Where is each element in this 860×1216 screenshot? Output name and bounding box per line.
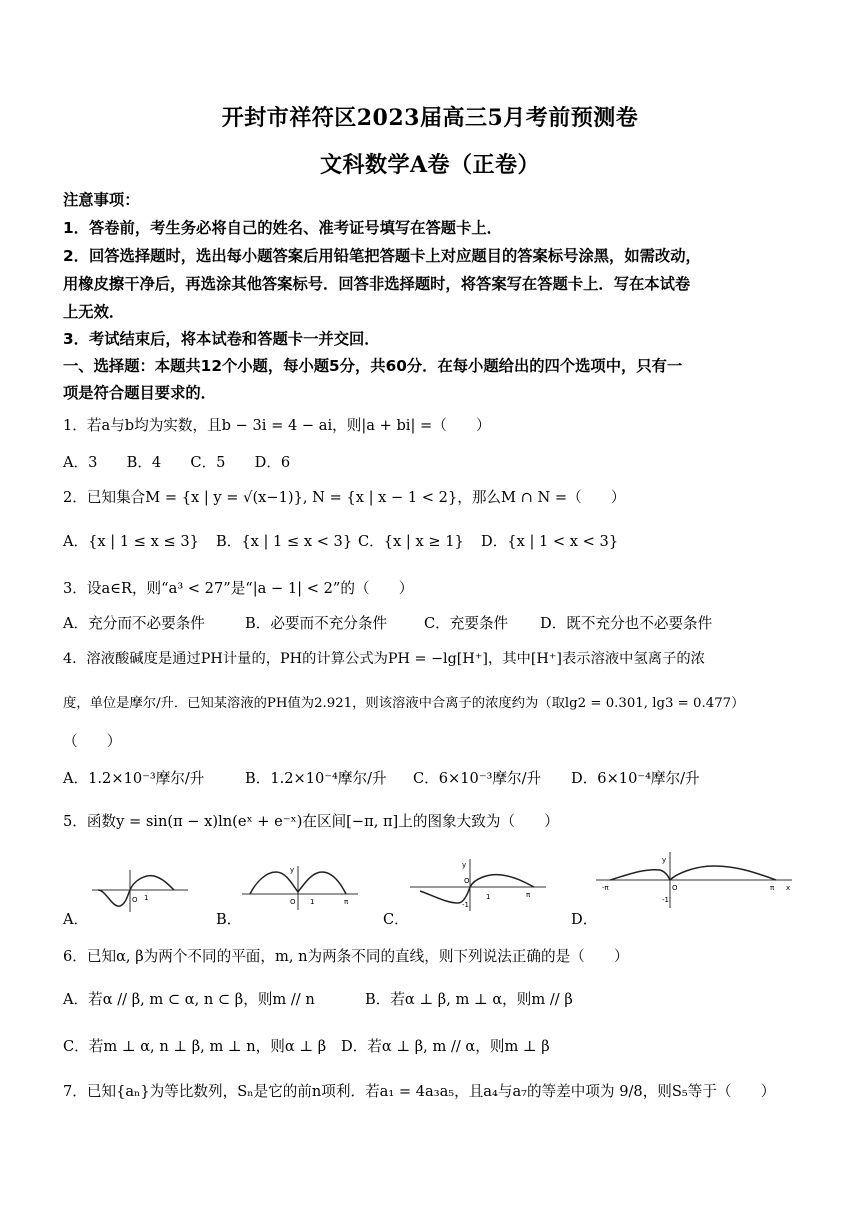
notice-item-2-line-3: 上无效． [63,303,125,321]
graph-b-label-pi: π [344,898,349,906]
graph-b-label-one: 1 [310,898,315,906]
graph-d-label-neg-one: -1 [662,896,669,904]
question-4-choice-d: D．6×10⁻⁴摩尔/升 [571,770,700,787]
question-2-stem: 2．已知集合M = {x | y = √(x−1)}, N = {x | x − 1 < 2}，那么M ∩ N =（ ） [63,489,626,506]
question-1-choices: A．3 B．4 C．5 D．6 [63,454,291,471]
question-3-choice-c: C．充要条件 [424,615,509,632]
question-6-stem: 6．已知α, β为两个不同的平面，m, n为两条不同的直线，则下列说法正确的是（ ） [63,948,629,965]
question-2-choice-a: A．{x | 1 ≤ x ≤ 3} [63,533,199,550]
question-4-choice-c: C．6×10⁻³摩尔/升 [413,770,542,787]
question-2-choice-b: B．{x | 1 ≤ x < 3} [216,533,353,550]
graph-d-label-pi: π [770,884,775,892]
question-4-choice-b: B．1.2×10⁻⁴摩尔/升 [245,770,387,787]
graph-choice-d [594,850,794,912]
question-6-choice-a: A．若α // β, m ⊂ α, n ⊂ β，则m // n [63,991,315,1008]
question-4-line-3: （ ） [63,733,122,750]
graph-c-label-pi: π [526,891,531,899]
question-6-choice-c: C．若m ⊥ α, n ⊥ β, m ⊥ n，则α ⊥ β [63,1038,327,1055]
graph-b-label-y: y [290,866,295,874]
notice-item-2-line-2: 用橡皮擦干净后，再选涂其他答案标号．回答非选择题时，将答案写在答题卡上．写在本试卷 [63,275,691,293]
graph-d-label-neg-pi: -π [602,884,609,892]
question-1-stem: 1．若a与b均为实数，且b − 3i = 4 − ai，则|a + bi| =（ ） [63,417,491,434]
section-1-line-1: 一、选择题：本题共12个小题，每小题5分，共60分．在每小题给出的四个选项中，只有一 [63,357,683,375]
question-2-choice-c: C．{x | x ≥ 1} [358,533,464,550]
notice-heading: 注意事项： [63,191,140,209]
question-5-choice-b-label: B． [216,911,242,928]
graph-b-label-o: O [290,898,296,906]
question-3-stem: 3．设a∈R，则“a³ < 27”是“|a − 1| < 2”的（ ） [63,580,414,597]
notice-item-3: 3．考试结束后，将本试卷和答题卡一并交回． [63,330,380,348]
graph-choice-c [408,855,548,915]
section-1-line-2: 项是符合题目要求的． [63,384,216,402]
notice-item-1: 1．答卷前，考生务必将自己的姓名、准考证号填写在答题卡上． [63,219,502,237]
question-6-choice-d: D．若α ⊥ β, m // α，则m ⊥ β [341,1038,550,1055]
question-4-line-2: 度，单位是摩尔/升．已知某溶液的PH值为2.921，则该溶液中合离子的浓度约为（取lg2 = 0.301, lg3 = 0.477） [63,696,745,711]
graph-d-label-y: y [662,856,667,864]
question-3-choice-a: A．充分而不必要条件 [63,615,205,632]
question-5-stem: 5．函数y = sin(π − x)ln(eˣ + e⁻ˣ)在区间[−π, π]上的图象大致为（ ） [63,813,559,830]
question-2-choice-d: D．{x | 1 < x < 3} [481,533,619,550]
notice-item-2-line-1: 2．回答选择题时，选出每小题答案后用铅笔把答题卡上对应题目的答案标号涂黑，如需改动， [63,247,701,265]
question-7-stem: 7．已知{aₙ}为等比数列，Sₙ是它的前n项利．若a₁ = 4a₃a₅，且a₄与a₇的等差中项为 9/8，则S₅等于（ ） [63,1083,776,1100]
graph-c-label-y: y [462,861,467,869]
question-3-choice-d: D．既不充分也不必要条件 [540,615,713,632]
graph-choice-b [240,862,360,914]
graph-c-label-neg-one: -1 [462,901,469,909]
graph-d-label-o: O [672,884,678,892]
graph-a-label-o: O [132,896,138,904]
question-3-choice-b: B．必要而不充分条件 [245,615,388,632]
exam-subtitle: 文科数学A卷（正卷） [319,152,541,178]
exam-title: 开封市祥符区2023届高三5月考前预测卷 [221,105,639,131]
graph-a-label-one: 1 [144,894,149,902]
question-4-choice-a: A．1.2×10⁻³摩尔/升 [63,770,205,787]
graph-d-label-x: x [786,884,791,892]
question-6-choice-b: B．若α ⊥ β, m ⊥ α，则m // β [365,991,573,1008]
question-5-choice-d-label: D． [571,911,598,928]
graph-choice-a [90,866,190,916]
question-4-line-1: 4．溶液酸碱度是通过PH计量的，PH的计算公式为PH = −lg[H⁺]，其中[H⁺]表示溶液中氢离子的浓 [63,651,705,667]
graph-c-label-o: O [464,877,470,885]
graph-c-label-one: 1 [486,893,491,901]
question-5-choice-a-label: A． [63,911,89,928]
question-5-choice-c-label: C． [383,911,409,928]
